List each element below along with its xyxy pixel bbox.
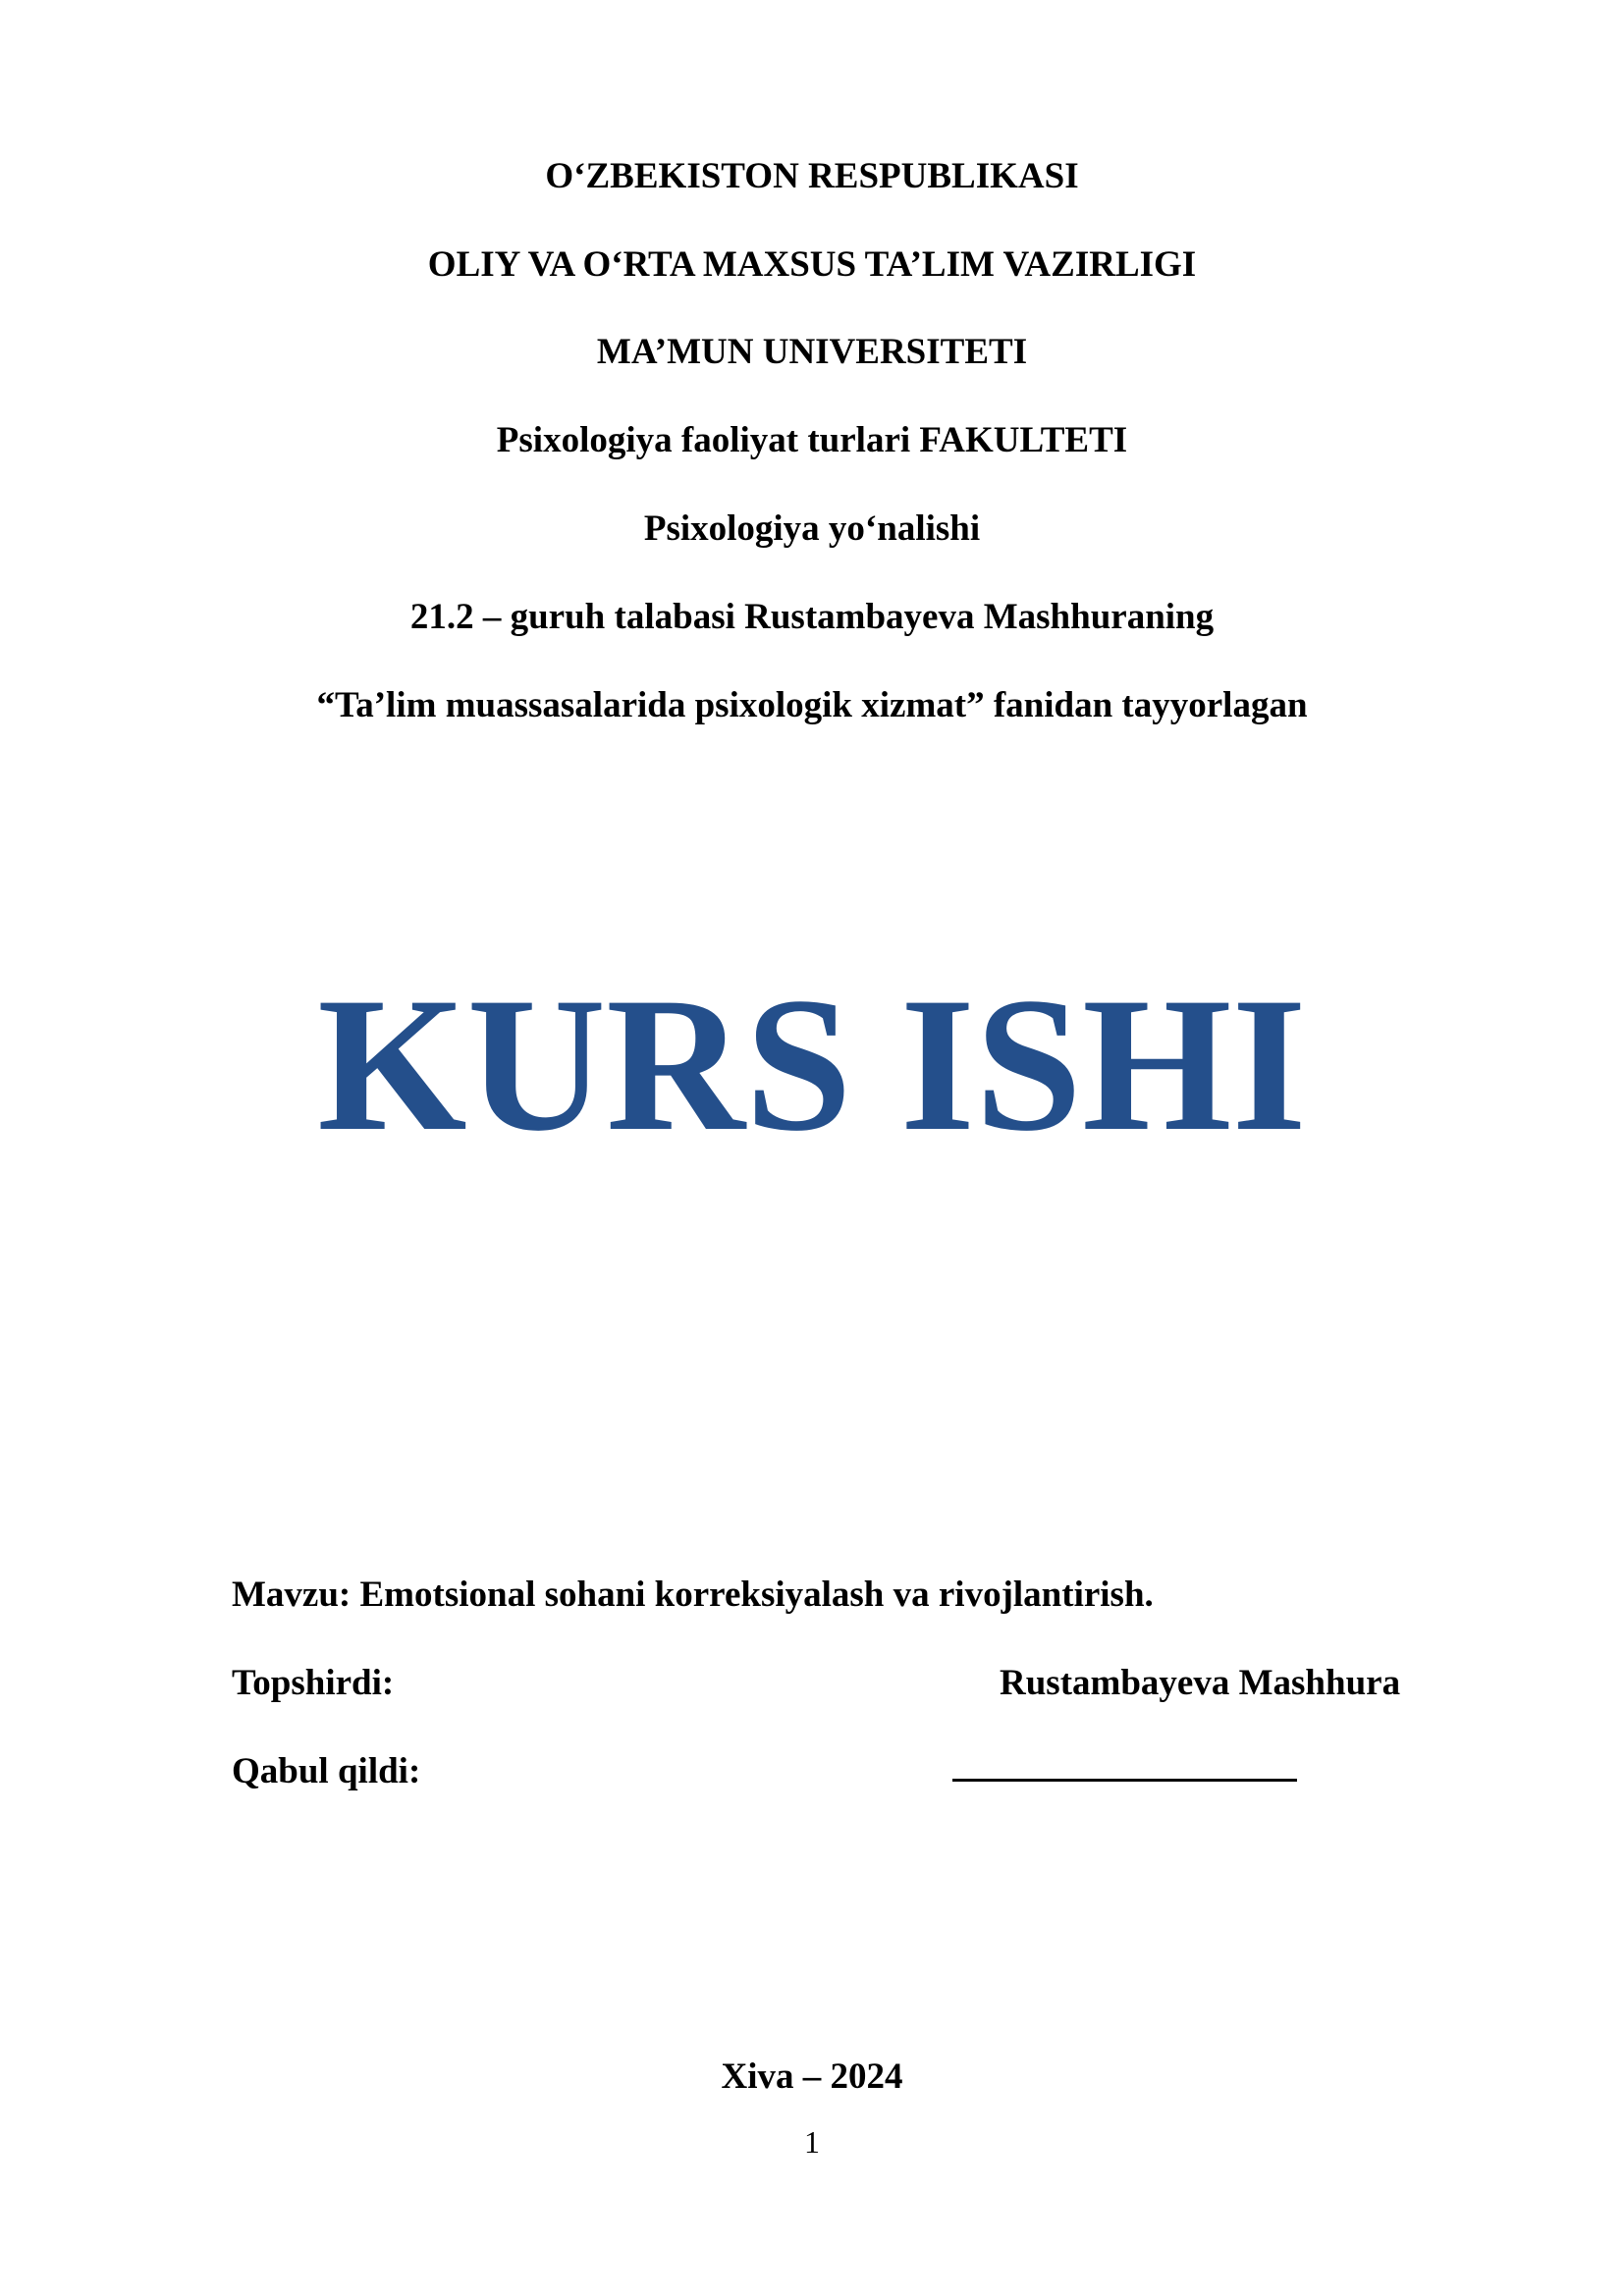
submitted-value: Rustambayeva Mashhura [1000,1663,1401,1703]
direction-heading: Psixologiya yo‘nalishi [643,508,981,549]
accepted-label: Qabul qildi: [232,1751,421,1791]
ministry-heading: OLIY VA O‘RTA MAXSUS TA’LIM VAZIRLIGI [427,244,1197,285]
university-heading: MA’MUN UNIVERSITETI [596,332,1028,372]
topic-line: Mavzu: Emotsional sohani korreksiyalash va rivojlantirish. [232,1575,1154,1615]
student-heading: 21.2 – guruh talabasi Rustambayeva Mashhuraning [409,597,1215,637]
subject-heading: “Ta’lim muassasalarida psixologik xizmat” fanidan tayyorlagan [316,685,1308,725]
faculty-heading: Psixologiya faoliyat turlari FAKULTETI [496,420,1128,460]
submitted-label: Topshirdi: [232,1663,395,1703]
signature-line [952,1779,1297,1782]
place-year: Xiva – 2024 [721,2056,903,2097]
country-heading: O‘ZBEKISTON RESPUBLIKASI [545,156,1079,196]
page-number: 1 [804,2124,820,2160]
document-title: KURS ISHI [317,958,1307,1171]
